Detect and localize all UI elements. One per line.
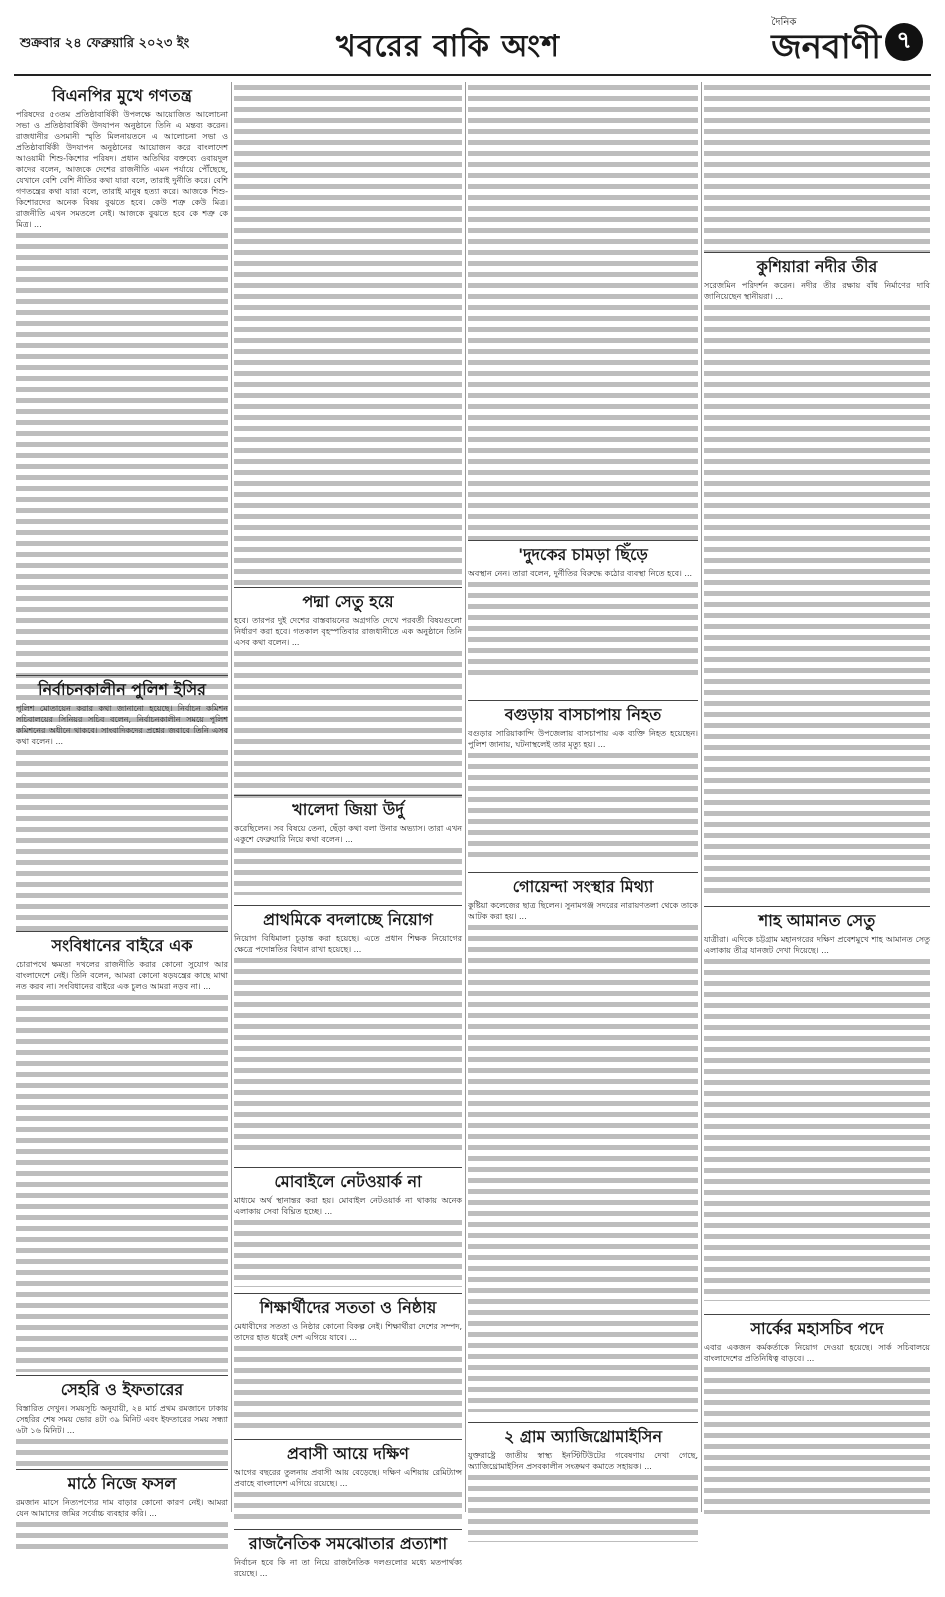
text-lines (234, 955, 462, 1155)
story-body: হবে। তারপর দুই দেশের বাস্তবায়নের অগ্রগতি দেখে পরবর্তী বিষয়গুলো নির্ধারণ করা হবে। গতকাল বৃহস্পতিবার রাজধানীতে এক অনুষ্ঠানে তিনি এসব কথা বলেন। ... (234, 616, 462, 647)
story-body: যাত্রীরা। এদিকে চট্টগ্রাম মহানগরের দক্ষিণ প্রবেশমুখে শাহ আমানত সেতু এলাকায় তীব্র যানজট দেখা দিয়েছে। ... (704, 935, 930, 955)
story-body: সরেজমিন পরিদর্শন করেন। নদীর তীর রক্ষায় বাঁধ নির্মাণের দাবি জানিয়েছেন স্থানীয়রা। ... (704, 281, 930, 301)
story (704, 252, 930, 900)
story-headline[interactable]: সার্কের মহাসচিব পদে (704, 1314, 930, 1342)
story (234, 1167, 462, 1287)
column-divider (701, 82, 702, 1512)
story-body: করেছিলেন। সব বিষয়ে তেনা, ছেঁড়া কথা বলা উনার অভ্যাস। তারা এখন একুশে ফেব্রুয়ারি নিয়ে কথা বলেন। ... (234, 824, 462, 844)
section-title: খবরের বাকি অংশ (336, 29, 560, 64)
column-2 (234, 82, 462, 1578)
story (468, 872, 698, 1416)
story-headline[interactable]: মোবাইলে নেটওয়ার্ক না (234, 1167, 462, 1195)
story-body: চোরাপথে ক্ষমতা দখলের রাজনীতি করার কোনো সুযোগ আর বাংলাদেশে নেই। তিনি বলেন, আমরা কোনো ষড়যন্ত্রের কাছে মাথা নত করব না। সংবিধানের বাইরে এক চুলও আমরা নড়ব না। ... (16, 960, 228, 991)
story-body: নির্বাচন হবে কি না তা নিয়ে রাজনৈতিক দলগুলোর মধ্যে মতপার্থক্য রয়েছে। ... (234, 1558, 462, 1578)
text-lines (234, 82, 462, 587)
issue-date: শুক্রবার ২৪ ফেব্রুয়ারি ২০২৩ ইং (20, 36, 190, 51)
story-headline[interactable]: ২ গ্রাম অ্যাজিথ্রোমাইসিন (468, 1422, 698, 1450)
story-body: নিয়োগ বিধিমালা চূড়ান্ত করা হয়েছে। এতে প্রধান শিক্ষক নিয়োগের ক্ষেত্রে পদোন্নতির বিধান রাখা হয়েছে। ... (234, 934, 462, 954)
story-body: যুক্তরাষ্ট্রে জাতীয় স্বাস্থ্য ইনস্টিটিউটের গবেষণায় দেখা গেছে, অ্যাজিথ্রোমাইসিন প্রসবকালীন সংক্রমণ কমাতে সহায়ক। ... (468, 1451, 698, 1471)
story (234, 587, 462, 789)
text-lines (16, 1436, 228, 1466)
text-lines (468, 922, 698, 1412)
story-body: পরিষদের ৫৩তম প্রতিষ্ঠাবার্ষিকী উপলক্ষে আয়োজিত আলোচনা সভা ও প্রতিষ্ঠাবার্ষিকী উদযাপন অনুষ্ঠানে তিনি এ মন্তব্য করেন। রাজধানীর ওসমানী স্মৃতি মিলনায়তনে এ আলোচনা সভা ও প্রতিষ্ঠাবার্ষিকী উদযাপন অনুষ্ঠানের আয়োজন করে বাংলাদেশ আওয়ামী শিশু-কিশোর পরিষদ। প্রধান অতিথির বক্তব্যে ওবায়দুল কাদের বলেন, আজকে দেশের রাজনীতি এমন পর্যায়ে পৌঁছেছে, যেখানে বেশি বেশি নীতির কথা যারা বলে, তারাই দুর্নীতি করে। বেশি গণতন্ত্রের কথা যারা বলে, তারাই মানুষ হত্যা করে। আজকে শিশু-কিশোরদের অনেক বিষয় বুঝতে হবে। কেউ শত্রু কেউ মিত্র। রাজনীতি এখন সমতলে নেই। আজকে বুঝতে হবে কে শত্রু কে মিত্র। ... (16, 110, 228, 229)
story-body: বিস্তারিত দেখুন। সময়সূচি অনুযায়ী, ২৪ মার্চ প্রথম রমজানে ঢাকায় সেহরির শেষ সময় ভোর ৪টা ৩৯ মিনিট এবং ইফতারের সময় সন্ধ্যা ৬টা ১৬ মিনিট। ... (16, 1404, 228, 1435)
story-headline[interactable]: সংবিধানের বাইরে এক (16, 931, 228, 959)
story-headline[interactable]: 'দুদকের চামড়া ছিঁড়ে (468, 540, 698, 568)
story-headline[interactable]: সেহরি ও ইফতারের (16, 1375, 228, 1403)
story-headline[interactable]: মাঠে নিজে ফসল (16, 1469, 228, 1497)
text-lines (16, 992, 228, 1372)
text-lines (234, 845, 462, 895)
text-lines (234, 648, 462, 798)
story (234, 1439, 462, 1523)
story (468, 1422, 698, 1548)
paper-name: জনবাণী (771, 27, 881, 67)
text-lines (704, 82, 930, 252)
story (468, 540, 698, 694)
story (234, 905, 462, 1161)
story-headline[interactable]: গোয়েন্দা সংস্থার মিথ্যা (468, 872, 698, 900)
column-1 (16, 82, 228, 1518)
story-body: বগুড়ার সারিয়াকান্দি উপজেলায় বাসচাপায় এক ব্যক্তি নিহত হয়েছেন। পুলিশ জানায়, ঘটনাস্থলেই তার মৃত্যু হয়। ... (468, 729, 698, 749)
story (468, 700, 698, 866)
text-lines (234, 1217, 462, 1287)
text-lines (704, 1364, 930, 1514)
text-lines (16, 747, 228, 937)
story (16, 675, 228, 925)
column-divider (465, 82, 466, 1512)
masthead (14, 14, 931, 76)
column-divider (231, 82, 232, 1512)
story (16, 931, 228, 1369)
text-lines (234, 1489, 462, 1519)
story-body: অবস্থান নেন। তারা বলেন, দুর্নীতির বিরুদ্ধে কঠোর ব্যবস্থা নিতে হবে। ... (468, 569, 693, 578)
story (16, 1469, 228, 1557)
text-lines (468, 750, 698, 860)
paper-name-prefix: দৈনিক (771, 17, 797, 28)
story-headline[interactable]: বগুড়ায় বাসচাপায় নিহত (468, 700, 698, 728)
story-headline[interactable]: রাজনৈতিক সমঝোতার প্রত্যাশা (234, 1529, 462, 1557)
column-3 (468, 82, 698, 1512)
story-headline[interactable]: প্রবাসী আয়ে দক্ষিণ (234, 1439, 462, 1467)
story-headline[interactable]: কুশিয়ারা নদীর তীর (704, 252, 930, 280)
story-body: মাধ্যমে অর্থ স্থানান্তর করা হয়। মোবাইল নেটওয়ার্ক না থাকায় অনেক এলাকায় সেবা বিঘ্নিত হচ্ছে। ... (234, 1196, 462, 1216)
story-headline[interactable]: নির্বাচনকালীন পুলিশ ইসির (16, 675, 228, 703)
story (234, 1529, 462, 1597)
story-body: আগের বছরের তুলনায় প্রবাসী আয় বেড়েছে। দক্ষিণ এশিয়ায় রেমিট্যান্স প্রবাহে বাংলাদেশ এগিয়ে রয়েছে। ... (234, 1468, 462, 1488)
text-lines (234, 1343, 462, 1428)
text-lines (704, 956, 930, 1301)
story-headline[interactable]: শাহ আমানত সেতু (704, 906, 930, 934)
text-lines (468, 1472, 698, 1542)
story-body: রমজান মাসে নিত্যপণ্যের দাম বাড়ার কোনো কারণ নেই। আমরা যেন আমাদের জমির সর্বোচ্চ ব্যবহার করি। ... (16, 1498, 228, 1518)
text-lines (16, 1519, 228, 1549)
story-headline[interactable]: প্রাথমিকে বদলাচ্ছে নিয়োগ (234, 905, 462, 933)
story-body: কুষ্টিয়া কলেজের ছাত্র ছিলেন। সুনামগঞ্জ সদরের নারায়ণতলা থেকে তাকে আটক করা হয়। ... (468, 901, 698, 921)
text-lines (468, 579, 698, 679)
story (16, 82, 228, 669)
story-body: পুলিশ মোতায়েন করার কথা জানানো হয়েছে। নির্বাচন কমিশন সচিবালয়ের সিনিয়র সচিব বলেন, নির্বাচনকালীন সময়ে পুলিশ কমিশনের অধীনে থাকবে। সাংবাদিকদের প্রশ্নের জবাবে তিনি এসব কথা বলেন। ... (16, 704, 228, 746)
paper-logo (771, 16, 923, 68)
story-headline[interactable]: শিক্ষার্থীদের সততা ও নিষ্ঠায় (234, 1293, 462, 1321)
story-body: মেধাবীদের সততা ও নিষ্ঠার কোনো বিকল্প নেই। শিক্ষার্থীরা দেশের সম্পদ, তাদের হাত ধরেই দেশ এগিয়ে যাবে। ... (234, 1322, 462, 1342)
story-headline[interactable]: খালেদা জিয়া উর্দু (234, 795, 462, 823)
text-lines (468, 82, 698, 540)
story (234, 795, 462, 899)
story (704, 1314, 930, 1516)
story-body: এবার একজন কর্মকর্তাকে নিয়োগ দেওয়া হয়েছে। সার্ক সচিবালয়ে বাংলাদেশের প্রতিনিধিত্ব বাড়বে। ... (704, 1343, 930, 1363)
story-headline[interactable]: পদ্মা সেতু হয়ে (234, 587, 462, 615)
page-number-badge: ৭ (885, 23, 923, 61)
story (16, 1375, 228, 1463)
story-headline[interactable]: বিএনপির মুখে গণতন্ত্র (52, 86, 192, 105)
text-lines (16, 230, 228, 735)
story (704, 906, 930, 1308)
text-lines (704, 302, 930, 897)
column-4 (704, 82, 930, 1512)
story (234, 1293, 462, 1433)
